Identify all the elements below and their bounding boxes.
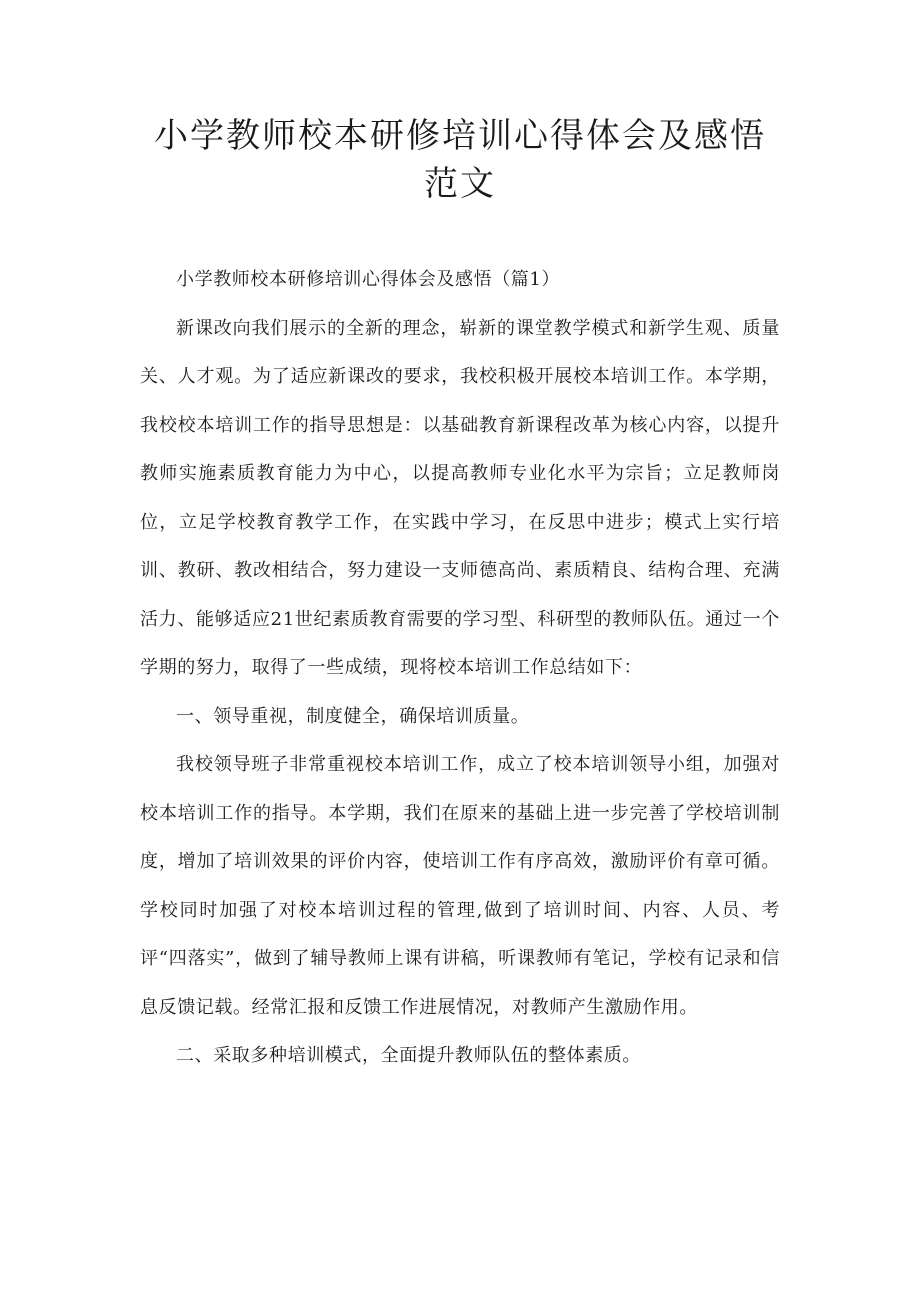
section-heading-training-modes: 二、采取多种培训模式，全面提升教师队伍的整体素质。	[176, 1045, 641, 1066]
section-heading-leadership: 一、领导重视，制度健全，确保培训质量。	[176, 705, 530, 727]
leadership-paragraph: 我校领导班子非常重视校本培训工作，成立了校本培训领导小组，加强对校本培训工作的指导。本学期，我们在原来的基础上进一步完善了学校培训制度，增加了培训效果的评价内容，使培训工作有序高效，激励评价有章可循。学校同时加强了对校本培训过程的管理,做到了培训时间、内容、人员、考评“四落实”，做到了辅导教师上课有讲稿，听课教师有笔记，学校有记录和信息反馈记载。经常汇报和反馈工作进展情况，对教师产生激励作用。	[140, 754, 780, 1018]
section-heading-part-1: 小学教师校本研修培训心得体会及感悟（篇1）	[176, 269, 561, 290]
document-title: 小学教师校本研修培训心得体会及感悟范文	[154, 116, 766, 204]
intro-paragraph: 新课改向我们展示的全新的理念，崭新的课堂教学模式和新学生观、质量关、人才观。为了适应新课改的要求，我校积极开展校本培训工作。本学期，我校校本培训工作的指导思想是：以基础教育新课程改革为核心内容，以提升教师实施素质教育能力为中心，以提高教师专业化水平为宗旨；立足教师岗位，立足学校教育教学工作，在实践中学习，在反思中进步；模式上实行培训、教研、教改相结合，努力建设一支师德高尚、素质精良、结构合理、充满活力、能够适应21世纪素质教育需要的学习型、科研型的教师队伍。通过一个学期的努力，取得了一些成绩，现将校本培训工作总结如下：	[140, 317, 780, 678]
document-body	[140, 256, 780, 1081]
